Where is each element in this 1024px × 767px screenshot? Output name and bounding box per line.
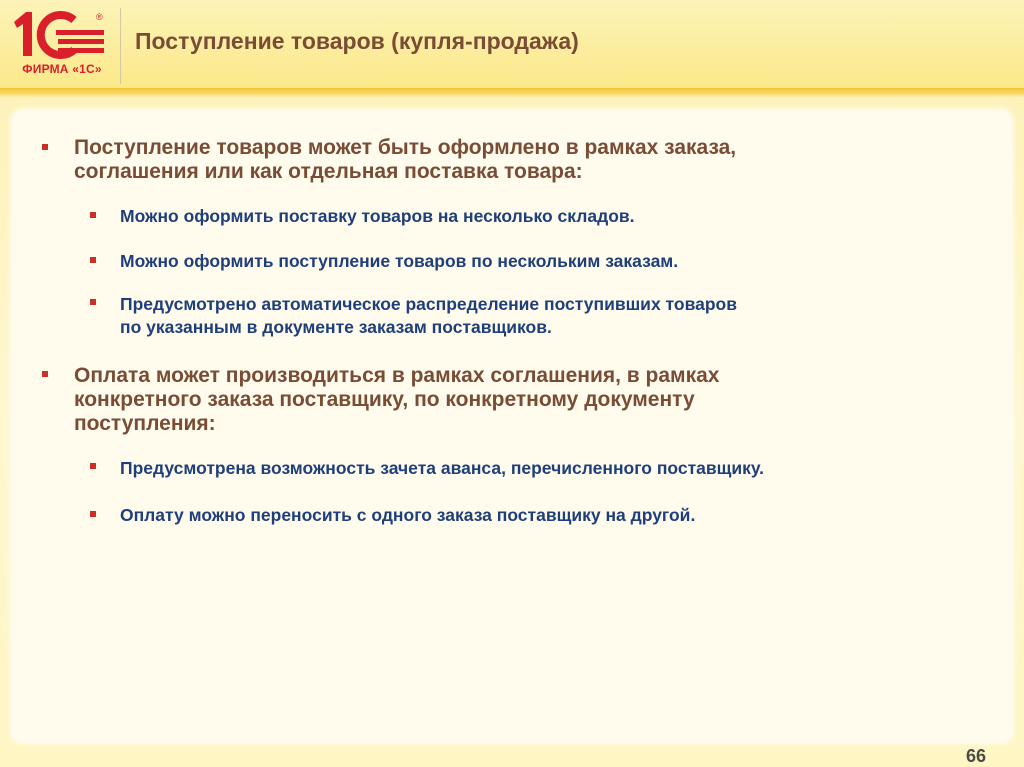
list-item-line: соглашения или как отдельная поставка товара: xyxy=(74,160,583,183)
header-rule xyxy=(0,88,1024,98)
logo-caption: ФИРМА «1С» xyxy=(22,62,102,76)
list-item xyxy=(74,364,719,436)
bullet-marker xyxy=(90,511,96,517)
page-number: 66 xyxy=(966,746,987,766)
list-item-line: поступления: xyxy=(74,412,216,435)
list-item-line: Предусмотрена возможность зачета аванса, перечисленного поставщику. xyxy=(120,458,764,478)
bullet-marker xyxy=(42,144,48,150)
list-item-line: Поступление товаров может быть оформлено в рамках заказа, xyxy=(74,136,737,159)
slide-title: Поступление товаров (купля-продажа) xyxy=(135,28,579,54)
logo-divider xyxy=(120,8,121,84)
list-item-line: конкретного заказа поставщику, по конкретному документу xyxy=(74,388,695,411)
svg-text:®: ® xyxy=(96,12,103,22)
list-subitem xyxy=(120,504,695,527)
list-item-line: Предусмотрено автоматическое распределение поступивших товаров xyxy=(120,294,737,314)
list-item xyxy=(74,136,736,184)
list-subitem xyxy=(120,293,737,339)
list-item-line: по указанным в документе заказам поставщиков. xyxy=(120,317,552,337)
firm-1c-logo xyxy=(8,8,116,82)
1c-logo-mark-icon xyxy=(8,8,108,62)
bullet-marker xyxy=(90,212,96,218)
bullet-marker xyxy=(90,463,96,469)
list-subitem xyxy=(120,457,764,480)
bullet-marker xyxy=(42,371,48,377)
list-subitem xyxy=(120,250,678,273)
list-subitem xyxy=(120,205,635,228)
list-item-line: Можно оформить поставку товаров на несколько складов. xyxy=(120,206,635,226)
list-item-line: Оплату можно переносить с одного заказа поставщику на другой. xyxy=(120,505,696,525)
list-item-line: Оплата может производиться в рамках соглашения, в рамках xyxy=(74,364,720,387)
bullet-marker xyxy=(90,299,96,305)
list-item-line: Можно оформить поступление товаров по нескольким заказам. xyxy=(120,251,679,271)
bullet-marker xyxy=(90,257,96,263)
